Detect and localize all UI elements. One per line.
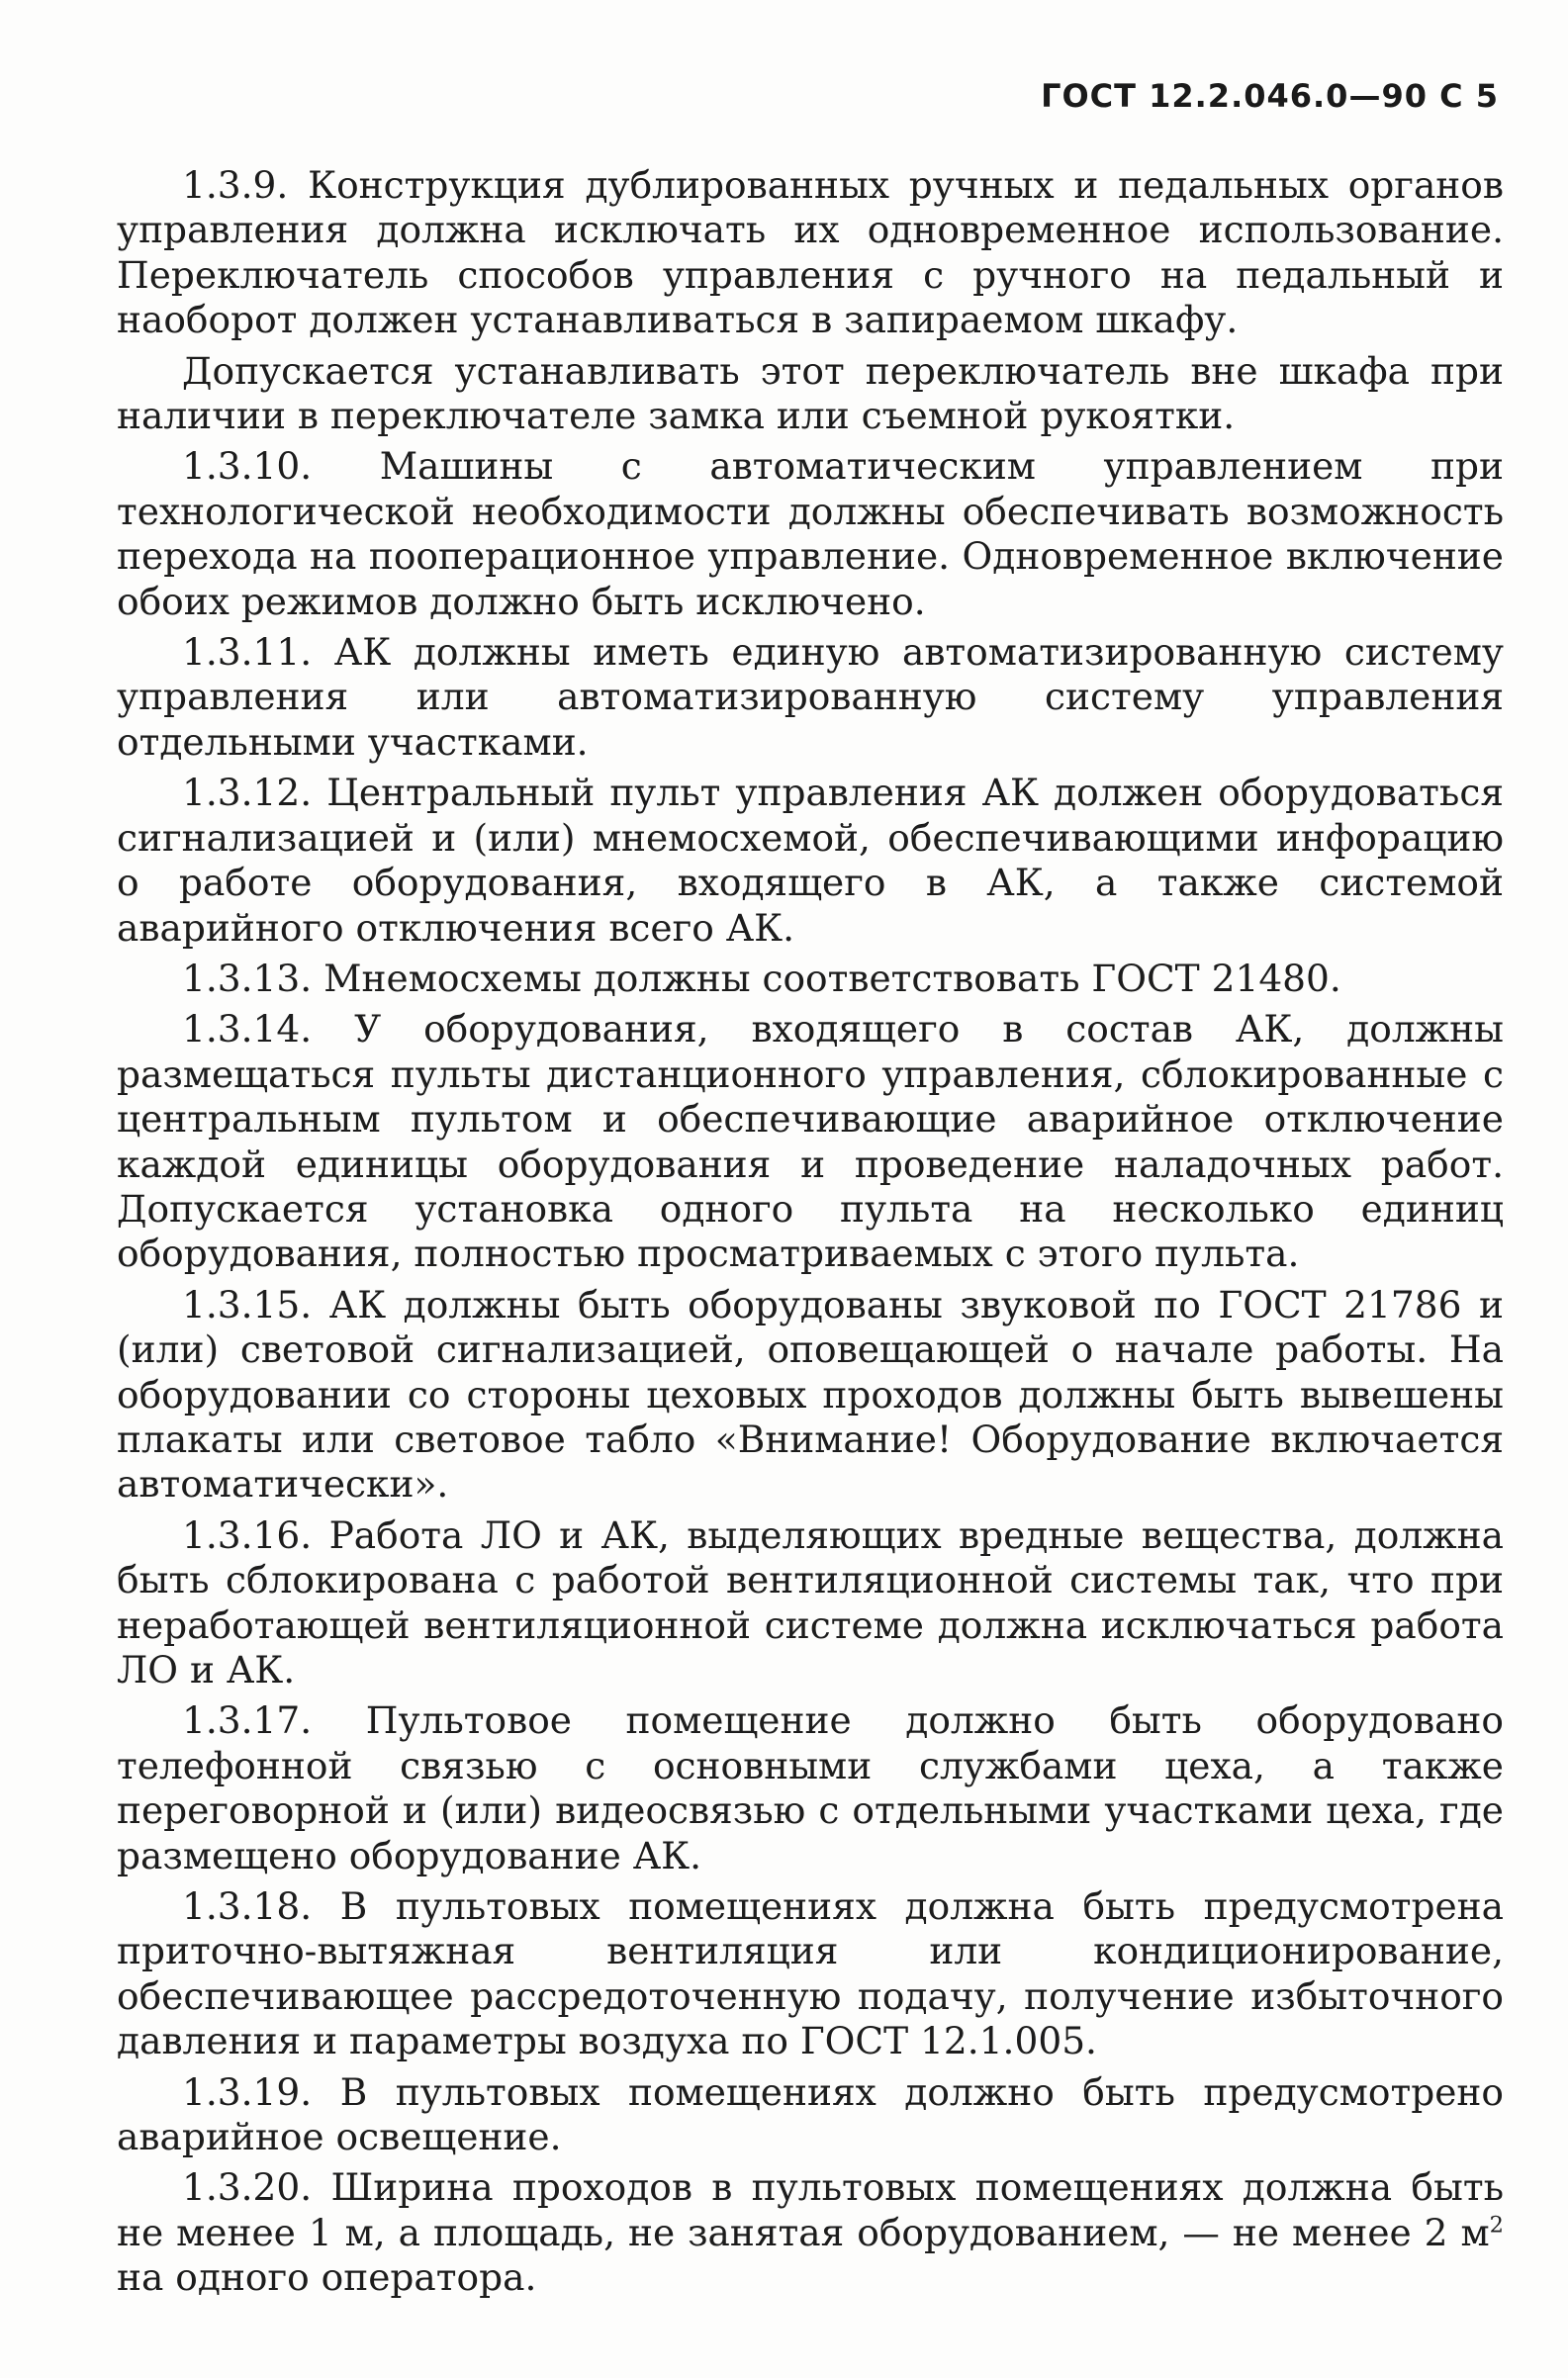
paragraph-1-3-14: 1.3.14. У оборудования, входящего в состав АК, должны размещаться пульты дистанционного управления, сблокированные с центральным пультом и обеспечивающие аварийное отключение каждой единицы оборудования и проведение наладочных работ. Допускается установка одного пульта на несколько единиц оборудования, полностью просматриваемых с этого пульта. (117, 1007, 1504, 1276)
paragraph-1-3-17: 1.3.17. Пультовое помещение должно быть оборудовано телефонной связью с основными службами цеха, а также переговорной и (или) видеосвязью с отдельными участками цеха, где размещено оборудование АК. (117, 1698, 1504, 1877)
page-header: ГОСТ 12.2.046.0—90 С 5 (1041, 77, 1499, 115)
paragraph-1-3-9: 1.3.9. Конструкция дублированных ручных и педальных органов управления должна исключать их одновременное использование. Переключатель способов управления с ручного на педальный и наоборот должен устанавливаться в запираемом шкафу. (117, 163, 1504, 342)
paragraph-1-3-20 (117, 2165, 1504, 2300)
paragraph-1-3-19: 1.3.19. В пультовых помещениях должно быть предусмотрено аварийное освещение. (117, 2069, 1504, 2159)
paragraph-1-3-16: 1.3.16. Работа ЛО и АК, выделяющих вредные вещества, должна быть сблокирована с работой вентиляционной системы так, что при неработающей вентиляционной системе должна исключаться работа ЛО и АК. (117, 1512, 1504, 1692)
paragraph-1-3-20-text: 1.3.20. Ширина проходов в пультовых помещениях должна быть не менее 1 м, а площадь, не занятая оборудованием, — не менее 2 м (117, 2165, 1504, 2254)
paragraph-1-3-10: 1.3.10. Машины с автоматическим управлением при технологической необходимости должны обеспечивать возможность перехода на пооперационное управление. Одновременное включение обоих режимов должно быть исключено. (117, 444, 1504, 623)
paragraph-1-3-18: 1.3.18. В пультовых помещениях должна быть предусмотрена приточно-вытяжная вентиляция или кондиционирование, обеспечивающее рассредоточенную подачу, получение избыточного давления и параметры воздуха по ГОСТ 12.1.005. (117, 1884, 1504, 2063)
document-body (117, 163, 1504, 2301)
paragraph-1-3-20-tail: на одного оператора. (117, 2255, 537, 2300)
paragraph-1-3-15: 1.3.15. АК должны быть оборудованы звуковой по ГОСТ 21786 и (или) световой сигнализацией, оповещающей о начале работы. На оборудовании со стороны цеховых проходов должны быть вывешены плакаты или световое табло «Внимание! Оборудование включается автоматически». (117, 1282, 1504, 1507)
paragraph-1-3-12: 1.3.12. Центральный пульт управления АК должен оборудоваться сигнализацией и (или) мнемосхемой, обеспечивающими инфорацию о работе оборудования, входящего в АК, а также системой аварийного отключения всего АК. (117, 771, 1504, 950)
paragraph-1-3-11: 1.3.11. АК должны иметь единую автоматизированную систему управления или автоматизированную систему управления отдельными участками. (117, 630, 1504, 764)
paragraph-1-3-9-note: Допускается устанавливать этот переключатель вне шкафа при наличии в переключателе замка или съемной рукоятки. (117, 348, 1504, 438)
paragraph-1-3-13: 1.3.13. Мнемосхемы должны соответствовать ГОСТ 21480. (182, 956, 1341, 1000)
square-superscript: 2 (1489, 2212, 1504, 2239)
